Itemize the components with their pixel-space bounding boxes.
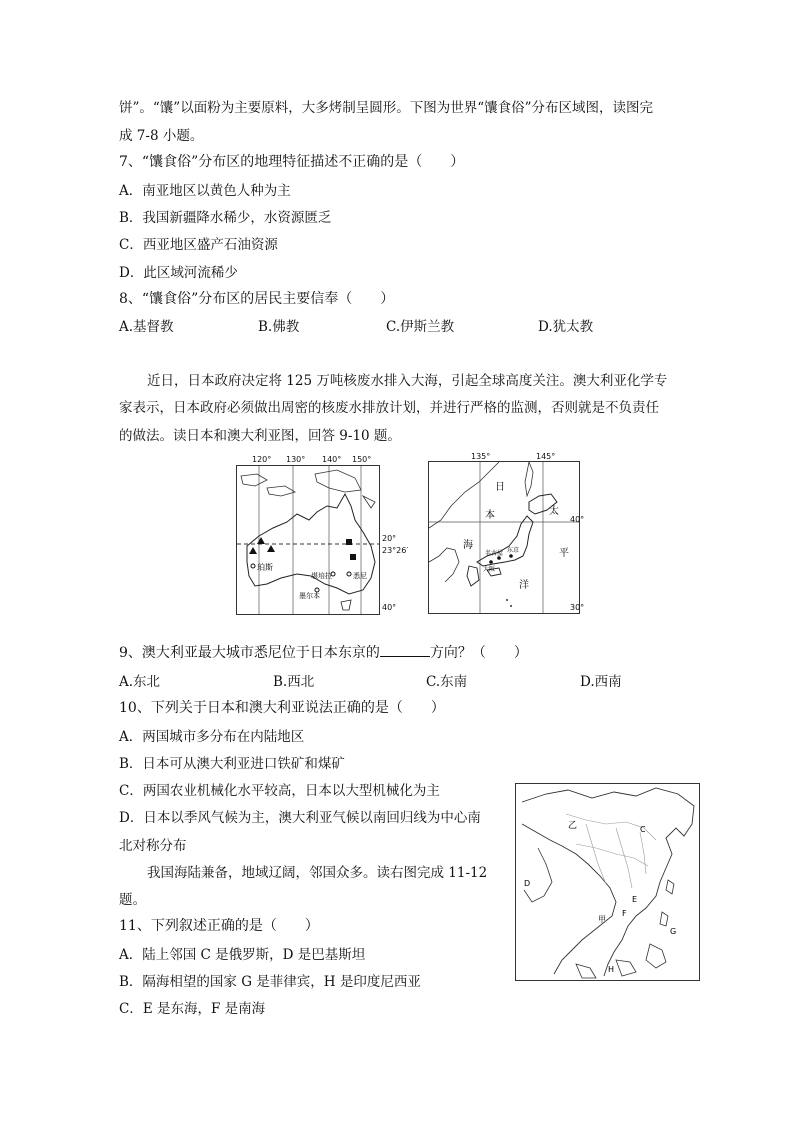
- question-9-options: [0, 670, 794, 690]
- australia-city-melbourne: 墨尔本: [299, 592, 320, 600]
- china-map-label-c: C: [640, 825, 646, 834]
- question-10-option-d: D．日本以季风气候为主，澳大利亚气候以南回归线为中心南: [119, 810, 481, 826]
- china-map-label-h: H: [608, 965, 615, 974]
- japan-label-ping: 平: [559, 548, 569, 559]
- japan-label-hai: 海: [463, 540, 473, 551]
- intro-2-line-3: 的做法。读日本和澳大利亚图，回答 9-10 题。: [119, 428, 401, 444]
- china-map-label-yi: 乙: [568, 821, 578, 831]
- question-10-option-d-cont: 北对称分布: [119, 838, 187, 854]
- australia-lon-130: 130°: [286, 455, 306, 464]
- australia-lon-120: 120°: [252, 455, 272, 464]
- japan-label-ben: 本: [485, 510, 495, 521]
- australia-city-sydney: 悉尼: [353, 572, 367, 580]
- question-9-option-d: D.西南: [580, 674, 622, 690]
- japan-lat-40: 40°: [570, 515, 585, 524]
- australia-lat-20: 20°: [382, 534, 397, 543]
- question-9-stem-post: 方向？（ ）: [429, 645, 528, 661]
- australia-lon-140: 140°: [322, 455, 342, 464]
- intro-2-line-1: 近日，日本政府决定将 125 万吨核废水排入大海，引起全球高度关注。澳大利亚化学专: [147, 373, 668, 389]
- question-8-option-c: C.伊斯兰教: [386, 319, 455, 335]
- question-11-stem: 11、下列叙述正确的是（ ）: [119, 918, 319, 934]
- question-10-option-c: C．两国农业机械化水平较高，日本以大型机械化为主: [119, 783, 440, 799]
- question-9-option-a: A.东北: [119, 674, 161, 690]
- japan-city-osaka: 大阪: [483, 566, 496, 573]
- question-7-stem: 7、“馕食俗”分布区的地理特征描述不正确的是（ ）: [119, 154, 465, 170]
- question-7-option-c: C．西亚地区盛产石油资源: [119, 237, 278, 253]
- china-map-label-f: F: [622, 909, 627, 918]
- australia-map-graphic: [237, 466, 379, 614]
- japan-city-nagoya: 名古屋: [485, 550, 504, 557]
- japan-label-yang: 洋: [519, 580, 529, 591]
- intro-1-line-2: 成 7-8 小题。: [119, 128, 204, 144]
- question-8-stem: 8、“馕食俗”分布区的居民主要信奉（ ）: [119, 291, 395, 307]
- question-9-stem-pre: 9、澳大利亚最大城市悉尼位于日本东京的: [119, 645, 380, 661]
- china-map: [515, 783, 700, 981]
- question-8-options: [0, 315, 794, 335]
- japan-map-graphic: [429, 462, 579, 613]
- question-11-option-a: A．陆上邻国 C 是俄罗斯，D 是巴基斯坦: [119, 947, 366, 963]
- australia-city-canberra: 堪培拉: [311, 572, 332, 580]
- intro-2-line-2: 家表示，日本政府必须做出周密的核废水排放计划，并进行严格的监测，否则就是不负责任: [119, 400, 659, 416]
- japan-lon-135: 135°: [471, 452, 491, 461]
- china-map-graphic: [516, 784, 699, 980]
- japan-lon-145: 145°: [536, 452, 556, 461]
- china-map-label-g: G: [670, 927, 677, 936]
- question-7-option-d: D．此区域河流稀少: [119, 265, 238, 281]
- question-11-option-c: C．E 是东海，F 是南海: [119, 1001, 266, 1017]
- question-7-option-a: A．南亚地区以黄色人种为主: [119, 183, 291, 199]
- japan-label-tai: 太: [549, 506, 559, 517]
- question-10-stem: 10、下列关于日本和澳大利亚说法正确的是（ ）: [119, 700, 445, 716]
- question-8-option-d: D.犹太教: [538, 319, 594, 335]
- australia-lat-tropic: 23°26′: [382, 546, 409, 555]
- question-9-stem: [119, 642, 528, 662]
- question-7-option-b: B．我国新疆降水稀少，水资源匮乏: [119, 210, 332, 226]
- question-8-option-b: B.佛教: [258, 319, 300, 335]
- china-map-label-jia: 甲: [598, 915, 606, 924]
- question-9-option-c: C.东南: [426, 674, 468, 690]
- australia-city-perth: 珀斯: [257, 563, 273, 572]
- japan-label-ri: 日: [495, 482, 505, 493]
- intro-1-line-1: 饼”。“馕”以面粉为主要原料，大多烤制呈圆形。下图为世界“馕食俗”分布区域图，读图完: [119, 100, 654, 116]
- australia-lat-40: 40°: [382, 603, 397, 612]
- question-10-option-b: B．日本可从澳大利亚进口铁矿和煤矿: [119, 756, 345, 772]
- question-8-option-a: A.基督教: [119, 319, 174, 335]
- question-9-option-b: B.西北: [273, 674, 315, 690]
- question-11-option-b: B．隔海相望的国家 G 是菲律宾，H 是印度尼西亚: [119, 974, 421, 990]
- china-map-label-e: E: [632, 895, 638, 904]
- china-map-label-d: D: [524, 879, 531, 888]
- question-9-blank: [380, 644, 430, 657]
- japan-city-tokyo: 东京: [507, 547, 520, 554]
- australia-lon-150: 150°: [352, 455, 372, 464]
- japan-lat-30: 30°: [570, 603, 585, 612]
- australia-map: [236, 465, 380, 615]
- intro-3-line-1: 我国海陆兼备，地域辽阔，邻国众多。读右图完成 11-12: [147, 865, 488, 881]
- japan-map: [428, 461, 580, 614]
- intro-3-line-2: 题。: [119, 892, 146, 908]
- question-10-option-a: A．两国城市多分布在内陆地区: [119, 729, 305, 745]
